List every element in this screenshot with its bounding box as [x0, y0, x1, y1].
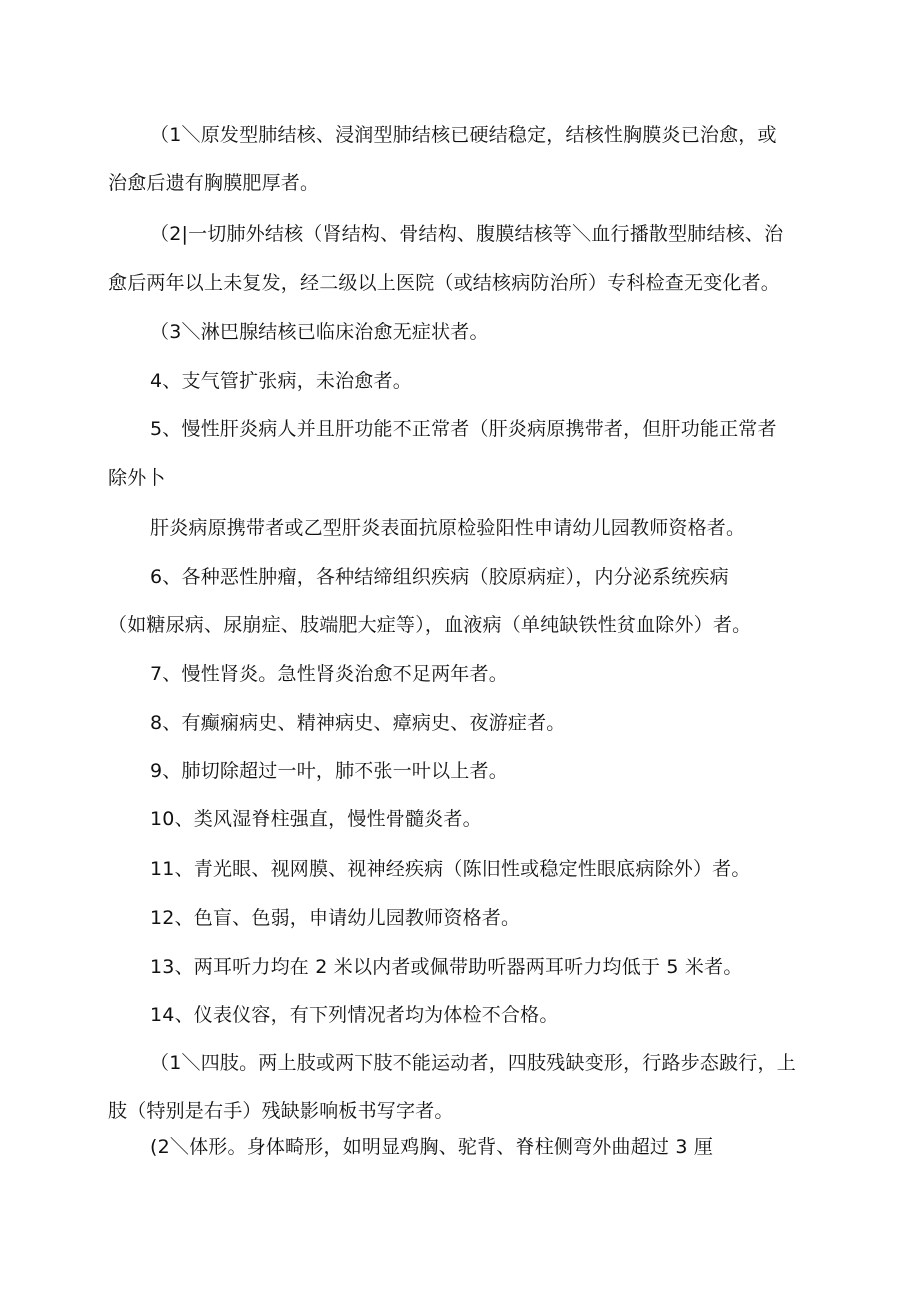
text-line: 肢（特别是右手）残缺影响板书写字者。 — [108, 1100, 454, 1122]
text-line: 7、慢性肾炎。急性肾炎治愈不足两年者。 — [150, 663, 508, 685]
text-line: （2|一切肺外结核（肾结构、骨结构、腹膜结核等＼血行播散型肺结核、治 — [150, 223, 784, 245]
text-line: （1＼四肢。两上肢或两下肢不能运动者，四肢残缺变形，行路步态跛行，上 — [150, 1052, 796, 1074]
text-line: (2＼体形。身体畸形，如明显鸡胸、驼背、脊柱侧弯外曲超过 3 厘 — [150, 1136, 714, 1158]
text-line: 12、色盲、色弱，申请幼儿园教师资格者。 — [150, 907, 521, 929]
text-line: 治愈后遗有胸膜肥厚者。 — [108, 172, 320, 194]
text-line: 9、肺切除超过一叶，肺不张一叶以上者。 — [150, 760, 508, 782]
text-line: 14、仪表仪容，有下列情况者均为体检不合格。 — [150, 1004, 559, 1026]
text-line: （如糖尿病、尿崩症、肢端肥大症等），血液病（单纯缺铁性贫血除外）者。 — [108, 614, 752, 636]
text-line: 8、有癫痫病史、精神病史、瘴病史、夜游症者。 — [150, 712, 566, 734]
text-line: 愈后两年以上未复发，经二级以上医院（或结核病防治所）专科检查无变化者。 — [108, 272, 781, 294]
text-line: 4、支气管扩张病，未治愈者。 — [150, 370, 412, 392]
text-line: （3＼淋巴腺结核已临床治愈无症状者。 — [150, 321, 489, 343]
text-line: 10、类风湿脊柱强直，慢性骨髓炎者。 — [150, 808, 482, 830]
text-line: 除外卜 — [108, 467, 166, 489]
text-line: 11、青光眼、视网膜、视神经疾病（陈旧性或稳定性眼底病除外）者。 — [150, 858, 751, 880]
text-line: 5、慢性肝炎病人并且肝功能不正常者（肝炎病原携带者，但肝功能正常者 — [150, 418, 777, 440]
text-line: 13、两耳听力均在 2 米以内者或佩带助听器两耳听力均低于 5 米者。 — [150, 956, 743, 978]
text-line: 肝炎病原携带者或乙型肝炎表面抗原检验阳性申请幼儿园教师资格者。 — [150, 517, 746, 539]
text-line: 6、各种恶性肿瘤，各种结缔组织疾病（胶原病症），内分泌系统疾病 — [150, 566, 729, 588]
text-line: （1＼原发型肺结核、浸润型肺结核已硬结稳定，结核性胸膜炎已治愈，或 — [150, 124, 777, 146]
